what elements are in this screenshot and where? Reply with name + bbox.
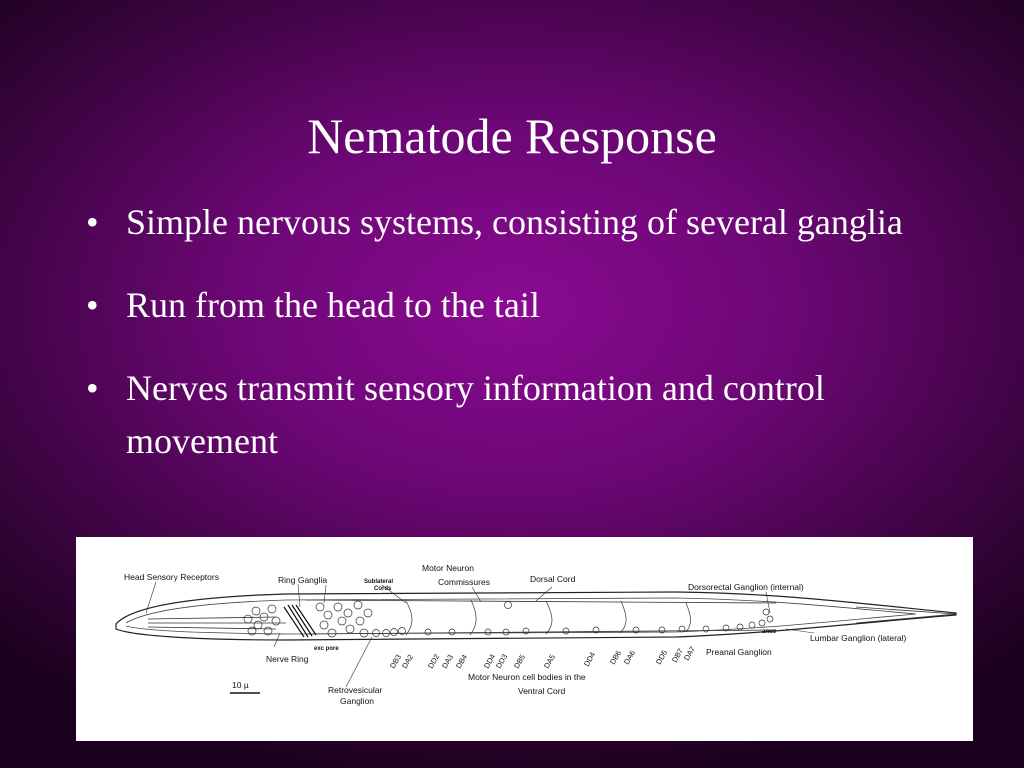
bullet-text: Simple nervous systems, consisting of several ganglia xyxy=(126,202,903,242)
label-nerve-ring: Nerve Ring xyxy=(266,654,309,664)
neuron-label: DB7 xyxy=(669,646,686,664)
neuron-label: DD4 xyxy=(581,650,598,668)
neuron-label: DA2 xyxy=(399,652,416,670)
label-head-sensory-receptors: Head Sensory Receptors xyxy=(124,572,219,582)
nerve-ring xyxy=(284,605,316,637)
bullet-text: Nerves transmit sensory information and control movement xyxy=(126,368,825,461)
neuron-label: DB3 xyxy=(387,652,404,670)
label-motor-neuron-cell-bodies: Motor Neuron cell bodies in the xyxy=(468,672,586,682)
neuron-label: DA3 xyxy=(439,652,456,670)
commissures xyxy=(406,600,691,635)
label-exc-pore: exc pore xyxy=(314,646,339,652)
neuron-label: DA5 xyxy=(541,652,558,670)
scale-label: 10 µ xyxy=(232,680,249,690)
neuron-label: DB6 xyxy=(607,648,624,666)
label-retrovesicular: Retrovesicular xyxy=(328,685,383,695)
label-retrovesicular-ganglion: Ganglion xyxy=(340,696,375,706)
label-dorsorectal-ganglion: Dorsorectal Ganglion (internal) xyxy=(688,582,804,592)
bullet-item xyxy=(86,279,966,332)
nematode-diagram xyxy=(76,537,973,741)
bullet-item xyxy=(86,362,966,468)
dorsal-cord-line xyxy=(306,600,776,603)
label-commissures: Commissures xyxy=(438,577,490,587)
slide-title: Nematode Response xyxy=(307,108,717,164)
label-ring-ganglia: Ring Ganglia xyxy=(278,575,328,585)
neuron-label: DD4 xyxy=(481,652,498,670)
label-sublateral: Sublateral xyxy=(364,579,394,585)
label-anus: anus xyxy=(762,629,777,635)
bullet-marker: • xyxy=(86,285,99,325)
neuron-label: DA6 xyxy=(621,648,638,666)
label-dorsal-cord: Dorsal Cord xyxy=(530,574,576,584)
bullet-item xyxy=(86,196,966,249)
neuron-label: DD5 xyxy=(653,648,670,666)
neuron-label: DD3 xyxy=(493,652,510,670)
bullet-marker: • xyxy=(86,368,99,408)
bullet-marker: • xyxy=(86,202,99,242)
neuron-label: DB4 xyxy=(453,652,470,670)
bullet-text: Run from the head to the tail xyxy=(126,285,540,325)
label-preanal-ganglion: Preanal Ganglion xyxy=(706,647,772,657)
nematode-nervous-system-figure xyxy=(76,537,973,741)
label-cords: Cords xyxy=(374,586,392,592)
ring-ganglia-cells xyxy=(244,601,406,637)
bullet-list xyxy=(86,196,966,498)
label-ventral-cord: Ventral Cord xyxy=(518,686,566,696)
neuron-label: DD2 xyxy=(425,652,442,670)
label-motor-neuron: Motor Neuron xyxy=(422,563,474,573)
label-lumbar-ganglion: Lumbar Ganglion (lateral) xyxy=(810,633,907,643)
neuron-label: DB5 xyxy=(511,652,528,670)
neuron-labels xyxy=(388,645,697,670)
pharynx xyxy=(148,617,286,629)
neuron-label: DA7 xyxy=(681,644,698,662)
